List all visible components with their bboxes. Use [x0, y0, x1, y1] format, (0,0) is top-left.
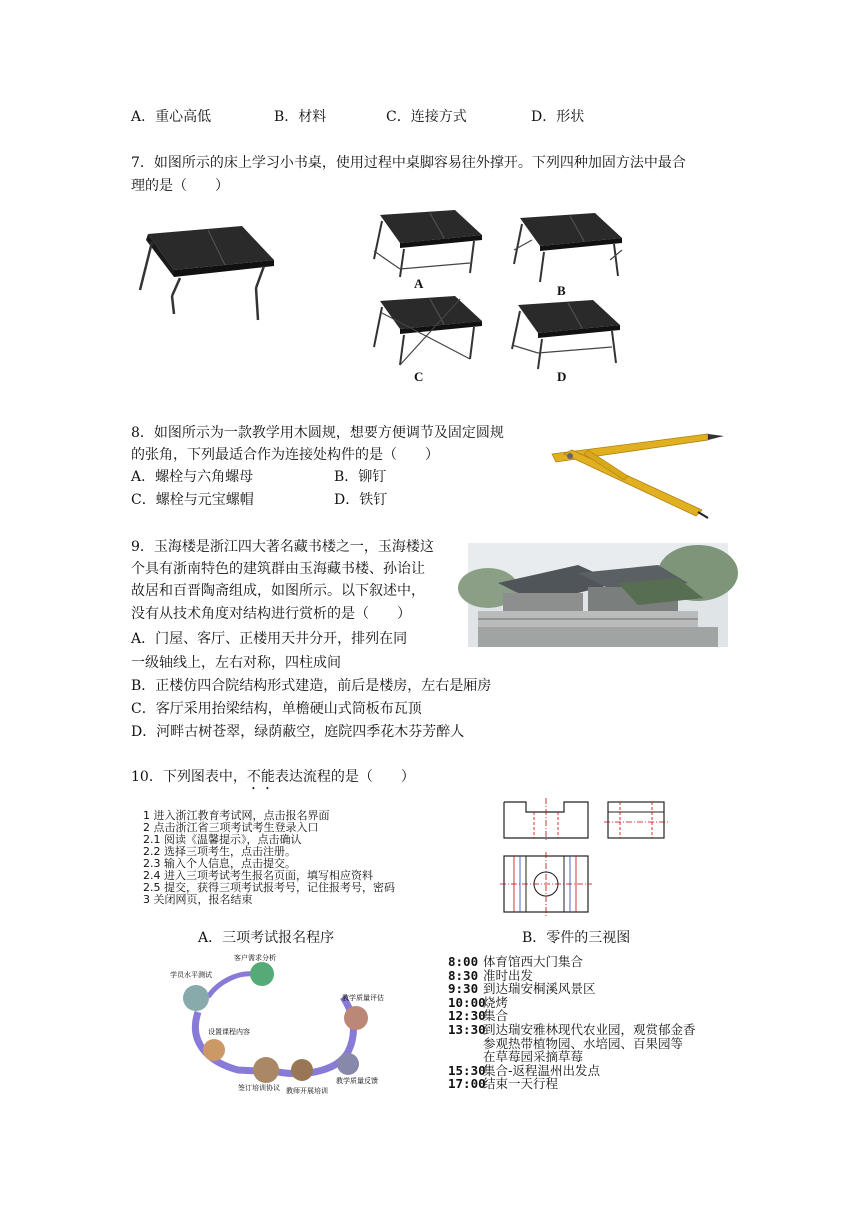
- q7-stem-line1: 7．如图所示的床上学习小书桌，使用过程中桌脚容易往外撑开。下列四种加固方法中最合: [131, 155, 686, 171]
- fig-d-text: 在草莓园采摘草莓: [483, 1049, 584, 1065]
- fig-c-photo: [253, 1057, 279, 1083]
- fig-a-step: 2.1 阅读《温馨提示》，点击确认: [143, 833, 302, 846]
- q9-stem-line4: 没有从技术角度对结构进行赏析的是（ ）: [131, 606, 411, 622]
- q9-option-b: B．正楼仿四合院结构形式建造，前后是楼房，左右是厢房: [131, 678, 492, 694]
- desk-d-label: D: [557, 369, 567, 384]
- q9-stem-line1: 9．玉海楼是浙江四大著名藏书楼之一，玉海楼这: [131, 539, 434, 555]
- fig-a-step: 2.2 选择三项考生，点击注册。: [143, 845, 296, 858]
- desk-c-label: C: [414, 369, 424, 384]
- fig-b-caption: B．零件的三视图: [522, 930, 631, 946]
- fig-c-photo: [250, 962, 274, 986]
- q6-option-d: D．形状: [531, 109, 585, 125]
- q9-option-d: D．河畔古树苍翠，绿荫蔽空，庭院四季花木芬芳醉人: [131, 724, 465, 740]
- q9-option-a-line2: 一级轴线上，左右对称，四柱成间: [131, 655, 341, 671]
- fig-a-step: 2.5 提交，获得三项考试报考号，记住报考号，密码: [143, 881, 395, 894]
- desk-c-figure: [370, 293, 490, 373]
- q10-stem-prefix: 10．下列图表中，: [131, 769, 247, 785]
- fig-c-photo: [183, 985, 209, 1011]
- desk-a-figure: [370, 207, 490, 287]
- fig-d-time: 13:30: [448, 1021, 486, 1037]
- fig-d-time: 8:30: [448, 967, 479, 983]
- desk-d-figure: [508, 297, 628, 377]
- fig-d-time: 15:30: [448, 1062, 486, 1078]
- fig-c-label: 设置课程内容: [208, 1028, 250, 1036]
- fig-c-photo: [291, 1059, 313, 1081]
- fig-d-time: 12:30: [448, 1008, 486, 1024]
- q6-option-b: B．材料: [274, 109, 327, 125]
- fig-c-label: 签订培训协议: [238, 1084, 280, 1092]
- fig-a-step: 1 进入浙江教育考试网，点击报名界面: [143, 809, 330, 822]
- q8-option-a: A．螺栓与六角螺母: [131, 469, 254, 485]
- q6-option-a: A．重心高低: [131, 109, 212, 125]
- desk-main-figure: [130, 222, 280, 332]
- fig-a-caption: A．三项考试报名程序: [198, 930, 335, 946]
- fig-d-time: 10:00: [448, 994, 486, 1010]
- q9-option-c: C．客厅采用抬梁结构，单檐硬山式筒板布瓦顶: [131, 701, 422, 717]
- fig-d-text: 烧烤: [483, 994, 509, 1010]
- q8-option-d: D．铁钉: [334, 492, 388, 508]
- q8-stem-line1: 8．如图所示为一款教学用木圆规，想要方便调节及固定圆规: [131, 425, 504, 441]
- desk-a-label: A: [414, 276, 424, 291]
- fig-d-text: 体育馆西大门集合: [483, 954, 584, 969]
- fig-c-label: 学员水平测试: [170, 971, 212, 979]
- fig-a-step: 2.4 进入三项考试考生报名页面，填写相应资料: [143, 869, 373, 882]
- q6-option-c: C．连接方式: [386, 109, 467, 125]
- fig-d-text: 参观热带植物园、水培园、百果园等: [483, 1035, 684, 1051]
- fig-a-step: 2.3 输入个人信息，点击提交。: [143, 857, 296, 870]
- fig-a-steps: [143, 810, 395, 906]
- q9-stem-line3: 故居和百晋陶斋组成，如图所示。以下叙述中，: [131, 583, 425, 599]
- fig-a-step: 2 点击浙江省三项考试考生登录入口: [143, 821, 319, 834]
- fig-d-text: 到达瑞安桐溪风景区: [483, 981, 596, 997]
- q8-option-c: C．螺栓与元宝螺帽: [131, 492, 254, 508]
- fig-d-text: 到达瑞安雅林现代农业园，观赏郁金香: [483, 1021, 696, 1037]
- q10-stem-suffix: 表达流程的是（ ）: [274, 769, 415, 785]
- fig-d-time: 17:00: [448, 1076, 486, 1092]
- fig-d-time: 8:00: [448, 954, 479, 969]
- fig-d-text: 集合-返程温州出发点: [483, 1062, 601, 1078]
- fig-a-step: 3 关闭网页，报名结束: [143, 893, 253, 906]
- q10-stem: [131, 767, 415, 793]
- q10-stem-emphasis: 不能: [246, 769, 275, 785]
- fig-c-label: 教学质量评估: [342, 994, 384, 1002]
- fig-c-photo: [203, 1039, 225, 1061]
- fig-c-photo: [337, 1053, 359, 1075]
- fig-c-label: 客户需求分析: [234, 954, 276, 962]
- q8-stem-line2: 的张角，下列最适合作为连接处构件的是（ ）: [131, 447, 439, 463]
- q8-option-b: B．铆钉: [334, 469, 387, 485]
- q9-stem-line2: 个具有浙南特色的建筑群由玉海藏书楼、孙诒让: [131, 561, 425, 577]
- fig-d-text: 集合: [483, 1008, 509, 1024]
- fig-c-training-cycle: [168, 952, 408, 1098]
- desk-b-figure: [510, 210, 630, 290]
- fig-c-photo: [344, 1006, 368, 1030]
- q7-stem-line2: 理的是（ ）: [131, 178, 229, 194]
- fig-c-label: 教学质量反馈: [336, 1077, 378, 1085]
- desk-b-label: B: [557, 283, 566, 298]
- fig-d-time: 9:30: [448, 981, 479, 997]
- q9-option-a-line1: A．门屋、客厅、正楼用天井分开，排列在同: [131, 631, 408, 647]
- fig-c-label: 教师开展培训: [286, 1087, 328, 1095]
- fig-b-three-views: [500, 798, 690, 916]
- fig-d-text: 准时出发: [483, 967, 534, 983]
- yuhai-tower-photo: [468, 543, 728, 647]
- fig-d-text: 结束一天行程: [483, 1076, 559, 1092]
- wooden-compass-figure: [548, 428, 728, 520]
